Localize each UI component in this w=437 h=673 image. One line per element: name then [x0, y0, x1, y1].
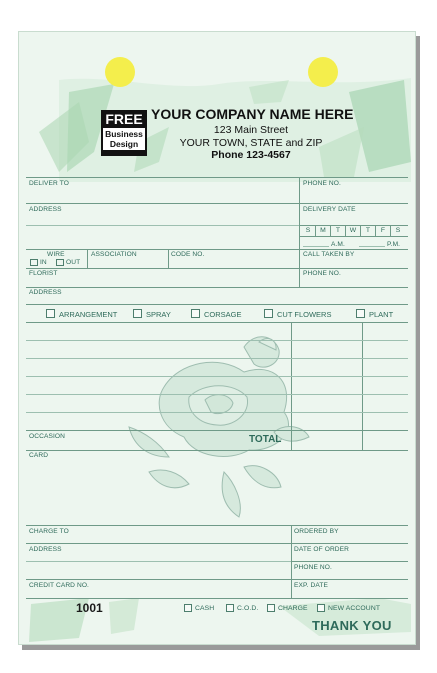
date-of-order-label: DATE OF ORDER: [294, 546, 350, 553]
charge-label: CHARGE: [278, 605, 308, 612]
day-fri: F: [380, 227, 386, 234]
delivery-date-label: DELIVERY DATE: [303, 206, 356, 213]
company-logo: [101, 110, 147, 156]
florist-address-label: ADDRESS: [29, 289, 62, 296]
charge-to-label: CHARGE TO: [29, 528, 69, 535]
spray-label: SPRAY: [146, 310, 171, 319]
wire-out-checkbox[interactable]: [56, 259, 64, 266]
occasion-label: OCCASION: [29, 433, 65, 440]
punch-hole-right: [308, 57, 338, 87]
am-label: A.M.: [331, 241, 345, 248]
logo-business: Business: [105, 129, 143, 139]
company-address: 123 Main Street: [213, 124, 289, 136]
new-account-label: NEW ACCOUNT: [328, 605, 381, 612]
form-number: 1001: [76, 601, 103, 615]
corsage-checkbox[interactable]: [191, 309, 200, 318]
day-thu: T: [365, 227, 371, 234]
florist-label: FLORIST: [29, 270, 58, 277]
pm-label: P.M.: [387, 241, 401, 248]
ordered-by-label: ORDERED BY: [294, 528, 339, 535]
new-account-checkbox[interactable]: [317, 604, 325, 612]
plant-checkbox[interactable]: [356, 309, 365, 318]
logo-design: Design: [109, 139, 139, 149]
charge-checkbox[interactable]: [267, 604, 275, 612]
day-sat: S: [395, 227, 401, 234]
logo-free: FREE: [105, 111, 143, 127]
item-line: [26, 412, 408, 413]
punch-hole-left: [105, 57, 135, 87]
company-phone: Phone 123-4567: [211, 149, 291, 161]
wire-in-checkbox[interactable]: [30, 259, 38, 266]
day-mon: M: [320, 227, 326, 234]
deliver-to-label: DELIVER TO: [29, 180, 69, 187]
thank-you-text: THANK YOU: [312, 618, 392, 633]
wire-out-label: OUT: [66, 259, 81, 266]
arrangement-label: ARRANGEMENT: [59, 310, 118, 319]
cut-flowers-label: CUT FLOWERS: [277, 310, 332, 319]
company-city: YOUR TOWN, STATE and ZIP: [179, 137, 323, 149]
plant-label: PLANT: [369, 310, 394, 319]
card-label: CARD: [29, 452, 49, 459]
wire-label: WIRE: [47, 251, 65, 258]
company-name: YOUR COMPANY NAME HERE: [151, 106, 354, 122]
wire-in-label: IN: [40, 259, 47, 266]
item-line: [26, 358, 408, 359]
cod-label: C.O.D.: [237, 605, 259, 612]
item-line: [26, 340, 408, 341]
item-line: [26, 394, 408, 395]
total-label: TOTAL: [249, 434, 282, 445]
cash-label: CASH: [195, 605, 215, 612]
credit-card-label: CREDIT CARD NO.: [29, 582, 89, 589]
day-tue: T: [335, 227, 341, 234]
florist-phone-label: PHONE NO.: [303, 270, 341, 277]
arrangement-checkbox[interactable]: [46, 309, 55, 318]
day-sun: S: [305, 227, 311, 234]
spray-checkbox[interactable]: [133, 309, 142, 318]
day-wed: W: [349, 227, 357, 234]
item-line: [26, 376, 408, 377]
cash-checkbox[interactable]: [184, 604, 192, 612]
order-form-sheet: [18, 31, 416, 645]
charge-address-label: ADDRESS: [29, 546, 62, 553]
corsage-label: CORSAGE: [204, 310, 242, 319]
code-no-label: CODE NO.: [171, 251, 205, 258]
orderer-phone-label: PHONE NO.: [294, 564, 332, 571]
delivery-address-label: ADDRESS: [29, 206, 62, 213]
delivery-phone-label: PHONE NO.: [303, 180, 341, 187]
exp-date-label: EXP. DATE: [294, 582, 329, 589]
call-taken-by-label: CALL TAKEN BY: [303, 251, 355, 258]
cut-flowers-checkbox[interactable]: [264, 309, 273, 318]
association-label: ASSOCIATION: [91, 251, 137, 258]
cod-checkbox[interactable]: [226, 604, 234, 612]
